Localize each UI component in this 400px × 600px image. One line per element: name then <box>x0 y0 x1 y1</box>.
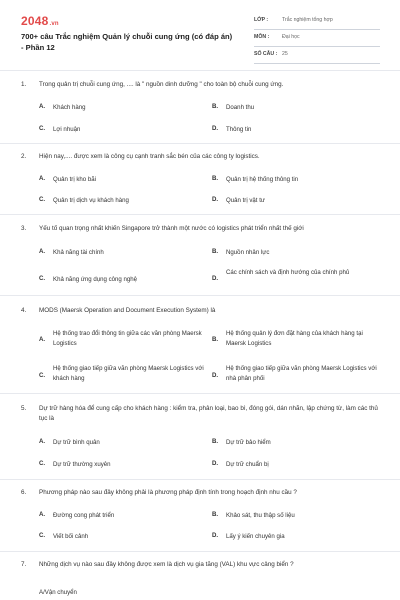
answer-line: A/Vận chuyển <box>39 589 77 596</box>
option-text: Dự trữ thường xuyên <box>53 461 111 468</box>
info-row-count <box>254 48 380 64</box>
option-text: Viết bối cảnh <box>53 533 89 540</box>
option-text: Quản trị vật tư <box>226 197 265 204</box>
option-letter: C. <box>39 460 46 467</box>
question-divider <box>0 479 400 480</box>
option-text: Khả năng ứng dụng công nghệ <box>53 276 138 283</box>
option-letter: C. <box>39 275 46 282</box>
option-text: Hệ thống quản lý đơn đặt hàng của khách hàng tại Maersk Logistics <box>226 330 363 347</box>
option-letter: B. <box>212 103 219 110</box>
option-letter: D. <box>212 532 219 539</box>
option-text: Hệ thống giao tiếp giữa văn phòng Maersk Logistics với khách hàng <box>53 365 204 382</box>
option-letter: A. <box>39 248 46 255</box>
logo-suffix: .vn <box>49 21 59 27</box>
option-text: Dự trữ bình quân <box>53 439 100 446</box>
option-letter: A. <box>39 511 46 518</box>
option-text: Dự trữ bảo hiểm <box>226 439 271 446</box>
question-text: Hiện nay,.... được xem là công cụ cạnh tranh sắc bén của các công ty logistics. <box>39 153 260 160</box>
question-text: Trong quản trị chuỗi cung ứng, .... là " nguồn dinh dưỡng " cho toàn bộ chuỗi cung ứng. <box>39 81 284 88</box>
info-label: MÔN : <box>254 34 270 40</box>
option-text: Khảo sát, thu thập số liệu <box>226 512 295 519</box>
option-letter: D. <box>212 125 219 132</box>
question-divider <box>0 295 400 296</box>
option-text: Thông tin <box>226 126 252 133</box>
option-letter: A. <box>39 175 46 182</box>
question-text: Yếu tố quan trọng nhất khiến Singapore trở thành một nước có logistics phát triển nhất thế giới <box>39 225 304 232</box>
question-number: 6. <box>21 489 27 496</box>
option-text: Đường cong phát triển <box>53 512 115 519</box>
option-letter: D. <box>212 196 219 203</box>
question-divider <box>0 214 400 215</box>
question-number: 2. <box>21 153 27 160</box>
header-divider <box>0 70 400 71</box>
option-letter: B. <box>212 511 219 518</box>
option-letter: C. <box>39 532 46 539</box>
option-letter: C. <box>39 125 46 132</box>
info-value: Đại học <box>282 34 300 40</box>
question-divider <box>0 393 400 394</box>
option-letter: C. <box>39 196 46 203</box>
document-header <box>0 0 400 70</box>
option-text: Quản trị kho bãi <box>53 176 97 183</box>
option-text: Quản trị dịch vụ khách hàng <box>53 197 129 204</box>
info-label: LỚP : <box>254 17 269 23</box>
option-text: Lợi nhuận <box>53 126 81 133</box>
option-letter: A. <box>39 336 46 343</box>
info-value: Trắc nghiệm tổng hợp <box>282 17 333 23</box>
question-divider <box>0 143 400 144</box>
option-letter: B. <box>212 336 219 343</box>
option-text: Doanh thu <box>226 104 255 111</box>
option-letter: A. <box>39 103 46 110</box>
option-letter: B. <box>212 175 219 182</box>
option-text: Các chính sách và định hướng của chính phủ <box>226 269 350 276</box>
question-number: 7. <box>21 561 27 568</box>
option-text: Hệ thống trao đổi thông tin giữa các văn phòng Maersk Logistics <box>53 330 202 347</box>
question-number: 5. <box>21 405 27 412</box>
option-text: Hệ thống giao tiếp giữa văn phòng Maersk Logistics với nhà phân phối <box>226 365 377 382</box>
option-letter: C. <box>39 372 46 379</box>
logo-text: 2048 <box>21 14 49 28</box>
question-number: 4. <box>21 307 27 314</box>
site-logo[interactable] <box>21 14 59 28</box>
info-table <box>254 14 380 65</box>
question-number: 1. <box>21 81 27 88</box>
option-letter: D. <box>212 275 219 282</box>
option-text: Lấy ý kiến chuyên gia <box>226 533 285 540</box>
question-text: Phương pháp nào sau đây không phải là phương pháp định tính trong hoạch định nhu cầu ? <box>39 489 297 496</box>
option-letter: D. <box>212 460 219 467</box>
option-letter: A. <box>39 438 46 445</box>
info-row-class <box>254 14 380 30</box>
option-letter: D. <box>212 372 219 379</box>
info-label: SỐ CÂU : <box>254 51 278 57</box>
option-text: Dự trữ chuẩn bị <box>226 461 269 468</box>
option-text: Quản trị hệ thống thông tin <box>226 176 299 183</box>
option-text: Khách hàng <box>53 104 86 111</box>
question-divider <box>0 551 400 552</box>
question-text: MODS (Maersk Operation and Document Execution System) là <box>39 307 216 314</box>
document-title: 700+ câu Trắc nghiệm Quản lý chuỗi cung ứng (có đáp án) - Phần 12 <box>21 32 233 52</box>
option-text: Nguồn nhân lực <box>226 249 270 256</box>
question-text: Những dịch vụ nào sau đây không được xem là dịch vụ gia tăng (VAL) khu vực cảng biển ? <box>39 561 294 568</box>
info-row-subject <box>254 31 380 47</box>
question-number: 3. <box>21 225 27 232</box>
info-value: 25 <box>282 51 288 57</box>
question-text: Dự trữ hàng hóa để cung cấp cho khách hàng : kiểm tra, phân loại, bao bì, đóng gói, dán nhãn, lập chứng từ, làm các thủ tục là <box>39 405 378 422</box>
option-text: Khả năng tài chính <box>53 249 104 256</box>
option-letter: B. <box>212 438 219 445</box>
option-letter: B. <box>212 248 219 255</box>
